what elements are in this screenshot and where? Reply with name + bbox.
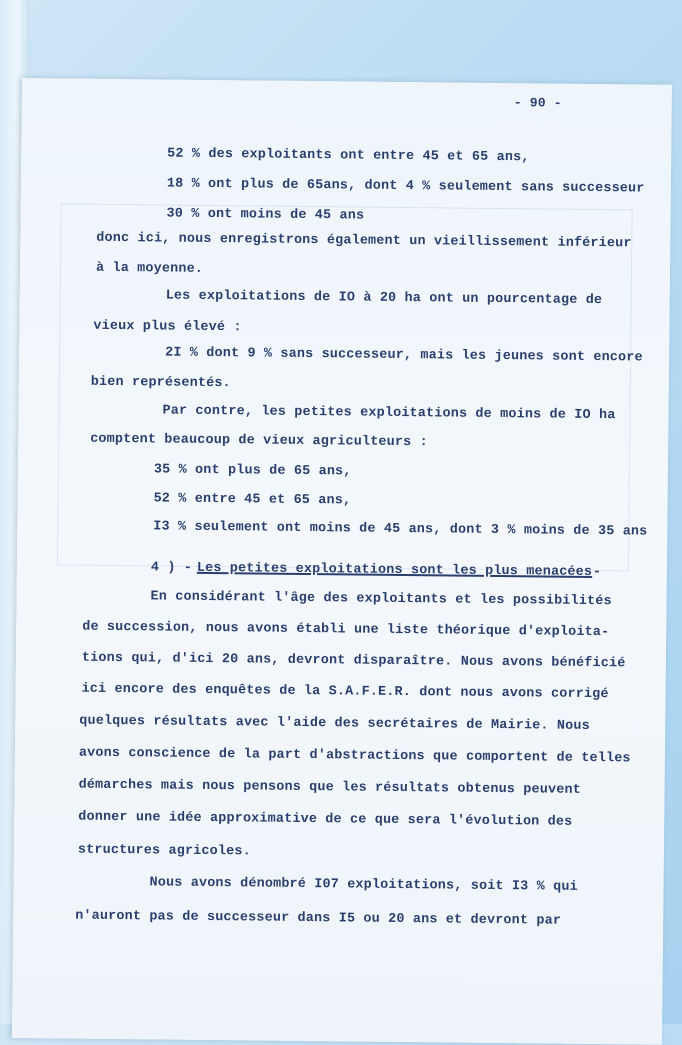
text-line: 52 % des exploitants ont entre 45 et 65 ans, <box>167 146 530 166</box>
text-line: tions qui, d'ici 20 ans, devront disparaître. Nous avons bénéficié <box>81 650 626 672</box>
text-line: 30 % ont moins de 45 ans <box>166 206 365 224</box>
text-line: Nous avons dénombré I07 exploitations, soit I3 % qui <box>149 875 578 895</box>
text-line: En considérant l'âge des exploitants et les possibilités <box>150 589 612 610</box>
text-line: quelques résultats avec l'aide des secrétaires de Mairie. Nous <box>79 713 590 734</box>
text-line: à la moyenne. <box>95 260 204 277</box>
text-line: Les exploitations de IO à 20 ha ont un pourcentage de <box>165 288 603 309</box>
section-number: 4 ) - <box>150 560 193 576</box>
section-heading: Les petites exploitations sont les plus menacées <box>196 560 593 580</box>
text-line: donner une idée approximative de ce que sera l'évolution des <box>78 809 573 830</box>
text-line: n'auront pas de successeur dans I5 ou 20 ans et devront par <box>75 908 562 929</box>
text-line: donc ici, nous enregistrons également un vieillissement inférieur <box>96 230 632 252</box>
text-line: avons conscience de la part d'abstractions que comportent de telles <box>78 745 631 767</box>
text-line: bien représentés. <box>90 374 231 392</box>
text-line: 35 % ont plus de 65 ans, <box>153 462 352 480</box>
section-heading-dash: - <box>592 565 602 581</box>
page-number: - 90 - <box>513 95 562 111</box>
text-line: Par contre, les petites exploitations de moins de IO ha <box>162 403 616 424</box>
text-line: 2I % dont 9 % sans successeur, mais les jeunes sont encore <box>165 345 643 366</box>
text-line: de succession, nous avons établi une liste théorique d'exploita- <box>82 619 610 641</box>
text-line: I3 % seulement ont moins de 45 ans, dont 3 % moins de 35 ans <box>153 519 648 540</box>
text-line: démarches mais nous pensons que les résultats obtenus peuvent <box>78 777 582 798</box>
text-line: structures agricoles. <box>77 842 251 860</box>
text-line: ici encore des enquêtes de la S.A.F.E.R. dont nous avons corrigé <box>81 681 609 703</box>
text-line: comptent beaucoup de vieux agriculteurs : <box>90 431 428 451</box>
text-line: 52 % entre 45 et 65 ans, <box>153 491 352 509</box>
text-line: 18 % ont plus de 65ans, dont 4 % seulement sans successeur <box>166 176 645 197</box>
document-page <box>12 78 672 1045</box>
text-line: vieux plus élevé : <box>93 318 242 336</box>
